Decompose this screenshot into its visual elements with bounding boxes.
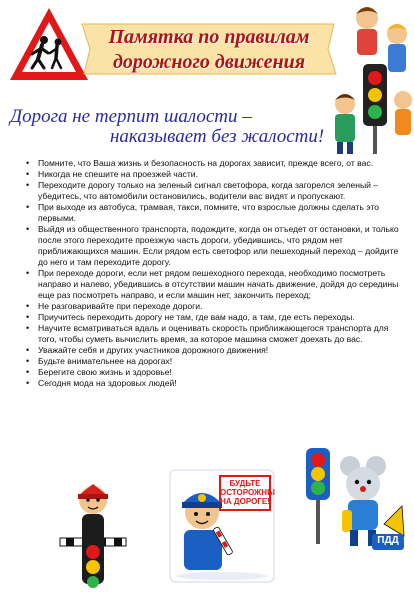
children-traffic-light-illustration: [325, 0, 414, 156]
list-item: [24, 180, 404, 202]
title-ribbon: [78, 20, 340, 78]
list-item: [24, 224, 404, 268]
slogan-line1: Дорога не терпит шалости –: [10, 106, 252, 127]
sticker-line2: ОСТОРОЖНЫ: [220, 488, 275, 497]
list-item: [24, 378, 404, 389]
page-title-line2: дорожного движения: [112, 51, 306, 73]
rule-text: При переходе дороги, если нет рядом пешеходного перехода, необходимо посмотреть направо и налево, убедившись в отсутствии машин начать движение, дойдя до середины еще раз посмотреть направо, и если машин нет, закончить переход;: [38, 268, 399, 300]
bullet-icon: •: [26, 345, 30, 355]
slogan-line2: наказывает без жалости!: [110, 126, 325, 147]
list-item: [24, 268, 404, 301]
list-item: [24, 158, 404, 169]
traffic-light-character-illustration: [58, 482, 128, 594]
page-title-line1: Памятка по правилам: [108, 26, 310, 48]
sticker-line3: НА ДОРОГЕ!: [220, 497, 270, 506]
rule-text: Приучитесь переходить дорогу не там, где вам надо, а там, где есть переходы.: [38, 312, 355, 322]
bullet-icon: •: [26, 158, 30, 168]
bullet-icon: •: [26, 224, 30, 234]
list-item: [24, 356, 404, 367]
pdd-label: ПДД: [377, 535, 399, 546]
rule-text: Помните, что Ваша жизнь и безопасность на дорогах зависит, прежде всего, от вас.: [38, 158, 374, 168]
list-item: [24, 367, 404, 378]
list-item: [24, 312, 404, 323]
rule-text: Выйдя из общественного транспорта, подождите, когда он отъедет от остановки, и только после этого переходите проезжую часть дороги, убедившись, что рядом нет приближающихся машин. Если рядом есть светофор или пешеходный переход – дойдите до него и там переходите дорогу.: [38, 224, 399, 267]
list-item: [24, 301, 404, 312]
rule-text: При выходе из автобуса, трамвая, такси, помните, что взрослые должны сделать это первыми.: [38, 202, 380, 223]
sticker-line1: БУДЬТЕ: [229, 479, 261, 488]
rules-list: [24, 158, 404, 389]
bullet-icon: •: [26, 323, 30, 333]
bullet-icon: •: [26, 180, 30, 190]
sticker-caption: [220, 479, 275, 506]
list-item: [24, 323, 404, 345]
bullet-icon: •: [26, 378, 30, 388]
rule-text: Научите всматриваться вдаль и оценивать скорость приближающегося транспорта для того, чтобы суметь вычислить время, за которое машина сможет доехать до вас.: [38, 323, 389, 344]
bullet-icon: •: [26, 202, 30, 212]
bullet-icon: •: [26, 312, 30, 322]
bullet-icon: •: [26, 356, 30, 366]
rule-text: Берегите свою жизнь и здоровье!: [38, 367, 172, 377]
rule-text: Переходите дорогу только на зеленый сигнал светофора, когда загорелся зеленый – убедитесь, что автомобили остановились, водители вас видят и пропускают.: [38, 180, 379, 201]
list-item: [24, 202, 404, 224]
rule-text: Не разговаривайте при переходе дороги.: [38, 301, 203, 311]
rule-text: Никогда не спешите на проезжей части.: [38, 169, 198, 179]
rule-text: Сегодня мода на здоровых людей!: [38, 378, 177, 388]
list-item: [24, 169, 404, 180]
bullet-icon: •: [26, 367, 30, 377]
rule-text: Будьте внимательнее на дорогах!: [38, 356, 173, 366]
list-item: [24, 345, 404, 356]
bullet-icon: •: [26, 268, 30, 278]
bullet-icon: •: [26, 169, 30, 179]
rule-text: Уважайте себя и других участников дорожного движения!: [38, 345, 269, 355]
bullet-icon: •: [26, 301, 30, 311]
